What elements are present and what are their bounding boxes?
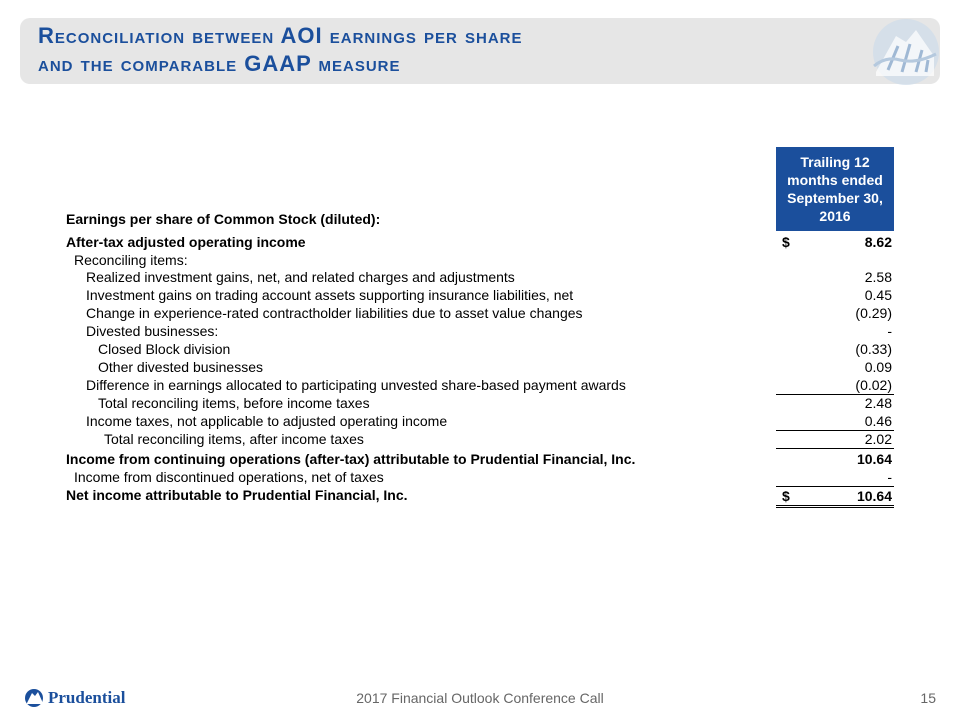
table-row — [0, 286, 960, 304]
table-row — [0, 268, 960, 286]
table-row — [0, 486, 960, 504]
row-value: - — [887, 469, 892, 485]
row-label: Reconciling items: — [74, 252, 188, 268]
table-row — [0, 394, 960, 412]
row-value-cell — [776, 322, 894, 340]
row-label: Total reconciling items, after income taxes — [104, 431, 364, 447]
row-label: Other divested businesses — [98, 359, 263, 375]
title-line-1: Reconciliation between AOI earnings per share — [38, 23, 523, 48]
row-value: 2.58 — [864, 269, 892, 285]
table-row — [0, 450, 960, 468]
row-value-cell — [776, 394, 894, 412]
row-value: (0.29) — [855, 305, 892, 321]
slide-title — [38, 22, 523, 78]
table-row — [0, 304, 960, 322]
page-number: 15 — [920, 690, 936, 706]
table-row — [0, 376, 960, 394]
row-value: (0.33) — [855, 341, 892, 357]
table-row — [0, 430, 960, 448]
row-value-cell — [776, 430, 894, 449]
table-row — [0, 340, 960, 358]
row-label: Income from discontinued operations, net of taxes — [74, 469, 384, 485]
table-row — [0, 233, 960, 251]
footer-title: 2017 Financial Outlook Conference Call — [356, 690, 604, 706]
row-value: 2.02 — [864, 431, 892, 447]
row-value: 10.64 — [856, 451, 892, 467]
row-label: Closed Block division — [98, 341, 231, 357]
row-value: (0.02) — [855, 377, 892, 393]
row-label: Divested businesses: — [86, 323, 219, 339]
row-value: 0.45 — [864, 287, 892, 303]
row-value-cell — [776, 376, 894, 395]
prudential-logo — [24, 686, 125, 710]
rock-logo-icon — [866, 16, 940, 88]
row-label: After-tax adjusted operating income — [66, 234, 306, 250]
currency-symbol: $ — [782, 488, 790, 504]
row-value-cell — [776, 450, 894, 468]
column-header: Trailing 12 months ended September 30, 2016 — [776, 147, 894, 231]
table-row — [0, 468, 960, 486]
row-label: Realized investment gains, net, and related charges and adjustments — [86, 269, 515, 285]
row-label: Total reconciling items, before income taxes — [98, 395, 370, 411]
row-label: Investment gains on trading account assets supporting insurance liabilities, net — [86, 287, 574, 303]
rock-icon — [24, 687, 44, 709]
row-value: 8.62 — [864, 234, 892, 250]
row-value-cell — [776, 340, 894, 358]
logo-wordmark: Prudential — [48, 688, 126, 707]
row-value: - — [887, 323, 892, 339]
table-row — [0, 412, 960, 430]
row-value-cell — [776, 251, 894, 269]
row-value: 0.09 — [864, 359, 892, 375]
row-value-cell — [776, 486, 894, 508]
row-value-cell — [776, 412, 894, 431]
row-value-cell — [776, 268, 894, 286]
row-label: Income taxes, not applicable to adjusted operating income — [86, 413, 448, 429]
row-value-cell — [776, 286, 894, 304]
row-value: 2.48 — [864, 395, 892, 411]
row-label: Difference in earnings allocated to participating unvested share-based payment awards — [86, 377, 626, 393]
title-line-2: and the comparable GAAP measure — [38, 51, 401, 76]
row-value: 0.46 — [864, 413, 892, 429]
table-row — [0, 322, 960, 340]
row-value-cell — [776, 468, 894, 486]
currency-symbol: $ — [782, 234, 790, 250]
row-label: Income from continuing operations (after-tax) attributable to Prudential Financial, Inc. — [66, 451, 636, 467]
row-label: Change in experience-rated contractholder liabilities due to asset value changes — [86, 305, 583, 321]
row-value-cell — [776, 304, 894, 322]
table-heading-row — [0, 210, 960, 228]
table-row — [0, 358, 960, 376]
row-value: 10.64 — [856, 488, 892, 504]
table-heading: Earnings per share of Common Stock (diluted): — [66, 211, 381, 227]
row-value-cell — [776, 233, 894, 251]
row-value-cell — [776, 358, 894, 376]
table-row — [0, 251, 960, 269]
row-label: Net income attributable to Prudential Financial, Inc. — [66, 487, 408, 503]
